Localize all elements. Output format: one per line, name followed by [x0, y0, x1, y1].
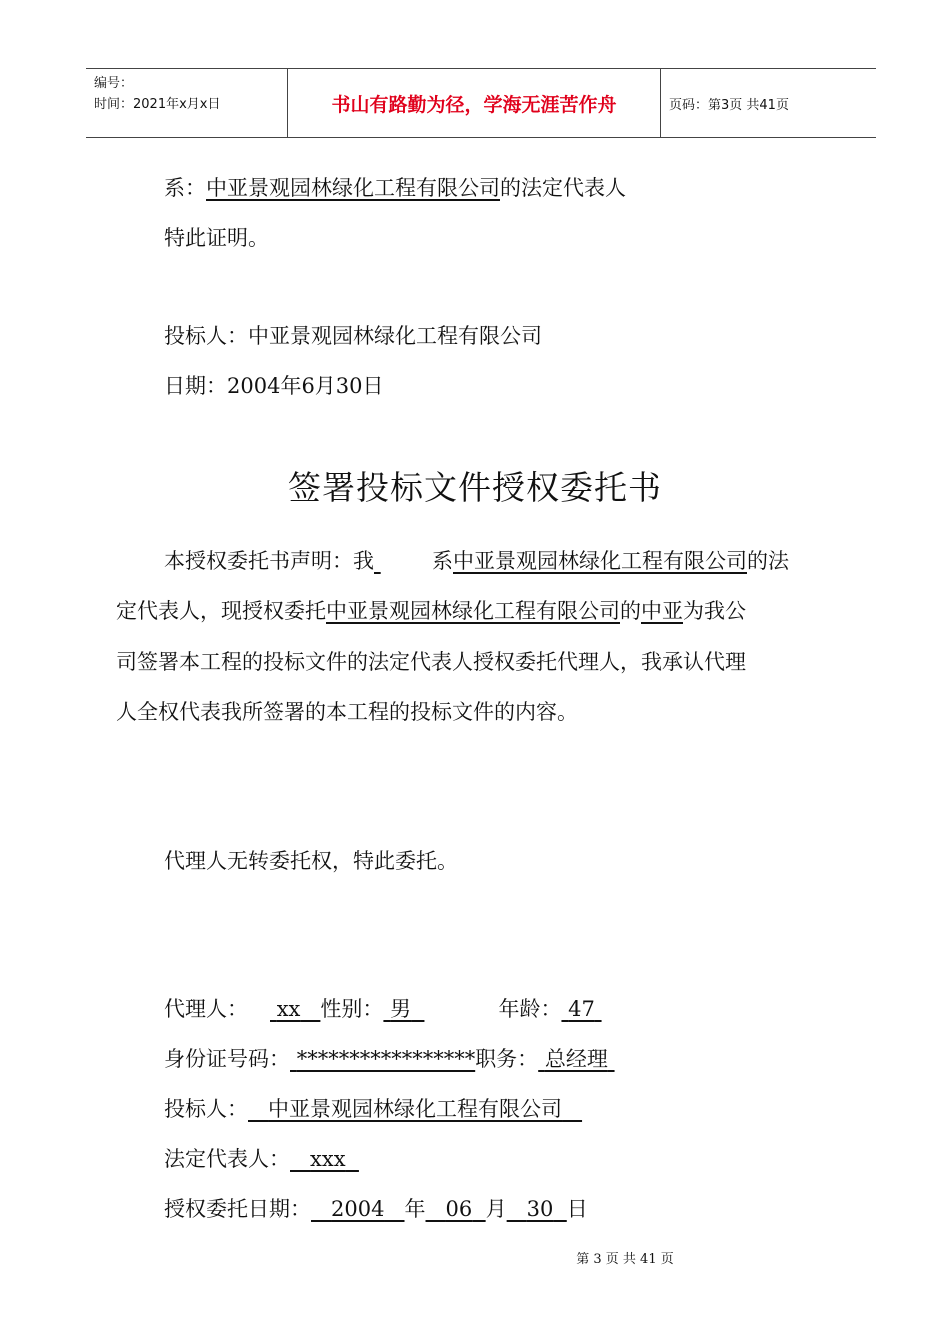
p1-text-a: 本授权委托书声明：我 — [164, 549, 374, 573]
relation-company: 中亚景观园林绿化工程有限公司 — [206, 176, 500, 200]
gender-label: 性别： — [320, 997, 384, 1021]
agent-line — [164, 993, 602, 1023]
p1-text-b: 系 — [432, 549, 453, 573]
month-unit: 月 — [485, 1197, 507, 1221]
year-text: 2004 — [331, 1197, 385, 1221]
agent-label: 代理人： — [164, 997, 248, 1021]
page-footer: 第 3 页 共 41 页 — [576, 1252, 674, 1267]
gender-value — [383, 993, 424, 1023]
year-value — [311, 1197, 405, 1221]
header-page-info: 页码：第3页 共41页 — [669, 97, 789, 113]
form-bidder-text: 中亚景观园林绿化工程有限公司 — [268, 1097, 563, 1121]
number-label: 编号： — [94, 76, 134, 91]
para-line-4: 人全权代表我所签署的本工程的投标文件的内容。 — [116, 700, 578, 724]
certify-line: 特此证明。 — [164, 226, 269, 250]
agent-value — [270, 997, 320, 1021]
legal-rep-line — [164, 1143, 359, 1173]
age-label: 年龄： — [498, 997, 562, 1021]
age-text: 47 — [568, 997, 595, 1021]
para-line-2 — [116, 595, 746, 625]
agent-name: xx — [276, 997, 301, 1021]
p2-agent: 中亚 — [641, 599, 683, 623]
legal-label: 法定代表人： — [164, 1147, 290, 1171]
id-text: ***************** — [296, 1047, 476, 1071]
auth-date-line — [164, 1193, 588, 1223]
form-bidder-value — [248, 1093, 582, 1123]
day-value — [507, 1197, 567, 1221]
month-text: 06 — [445, 1197, 473, 1221]
position-label: 职务： — [475, 1047, 539, 1071]
day-unit: 日 — [566, 1197, 588, 1221]
document-title: 签署投标文件授权委托书 — [288, 468, 662, 507]
relation-prefix: 系： — [164, 176, 206, 200]
relation-suffix: 的法定代表人 — [500, 176, 626, 200]
form-bidder-line — [164, 1093, 582, 1123]
form-bidder-label: 投标人： — [164, 1097, 248, 1121]
p2-text-c: 为我公 — [683, 599, 746, 623]
p1-company: 中亚景观园林绿化工程有限公司 — [453, 549, 747, 573]
no-transfer-line: 代理人无转委托权，特此委托。 — [164, 849, 458, 873]
year-unit: 年 — [404, 1197, 426, 1221]
gender-text: 男 — [390, 997, 412, 1021]
cert-bidder-line: 投标人：中亚景观园林绿化工程有限公司 — [164, 324, 542, 348]
position-value — [538, 1043, 614, 1073]
id-line — [164, 1043, 615, 1073]
day-text: 30 — [526, 1197, 554, 1221]
age-value — [561, 997, 601, 1021]
header-meta — [86, 69, 288, 137]
position-text: 总经理 — [544, 1047, 608, 1071]
p2-text-a: 定代表人，现授权委托 — [116, 599, 326, 623]
p2-company: 中亚景观园林绿化工程有限公司 — [326, 599, 620, 623]
date-label: 授权委托日期： — [164, 1197, 311, 1221]
principal-blank — [374, 549, 432, 573]
header-motto: 书山有路勤为径，学海无涯苦作舟 — [288, 69, 661, 137]
id-value — [290, 1047, 475, 1071]
p2-text-b: 的 — [620, 599, 641, 623]
cert-date-line: 日期：2004年6月30日 — [164, 374, 384, 398]
id-label: 身份证号码： — [164, 1047, 290, 1071]
time-label: 时间：2021年x月x日 — [94, 97, 221, 112]
legal-text: xxx — [310, 1147, 346, 1171]
month-value — [426, 1197, 486, 1221]
relation-line — [164, 172, 626, 202]
p1-text-c: 的法 — [747, 549, 789, 573]
page-header — [86, 68, 876, 138]
para-line-3: 司签署本工程的投标文件的法定代表人授权委托代理人，我承认代理 — [116, 650, 746, 674]
para-line-1 — [164, 545, 789, 575]
legal-value — [290, 1147, 359, 1171]
